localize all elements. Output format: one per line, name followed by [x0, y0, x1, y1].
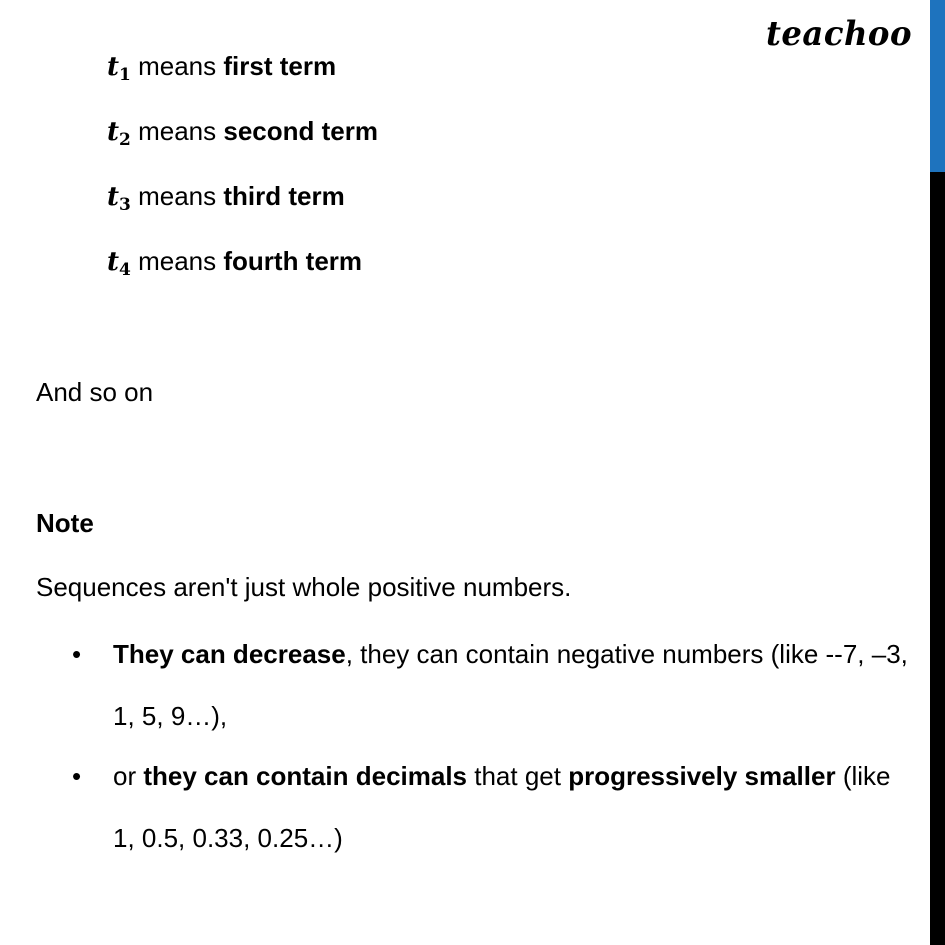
term-line-2 — [107, 115, 378, 148]
term-description: third term — [223, 181, 345, 211]
term-description: fourth term — [223, 246, 363, 276]
bullet-rest: (like 1, 0.5, 0.33, 0.25…) — [113, 761, 891, 853]
term-line-4 — [107, 245, 362, 278]
term-variable: $t_2$ — [107, 117, 131, 150]
term-description: first term — [223, 51, 337, 81]
bullet-bold-2: progressively smaller — [568, 761, 836, 791]
bullet-bold: they can contain decimals — [143, 761, 468, 791]
term-description: second term — [223, 116, 378, 146]
note-heading: Note — [36, 508, 94, 538]
term-variable: $t_4$ — [107, 247, 131, 280]
bullet-bold: They can decrease — [113, 639, 346, 669]
bullet-item-decimals — [113, 745, 913, 869]
scrollbar-thumb[interactable] — [930, 0, 945, 172]
term-means: means — [138, 51, 217, 81]
and-so-on-text: And so on — [36, 377, 154, 407]
term-means: means — [138, 116, 217, 146]
term-variable: $t_3$ — [107, 182, 131, 215]
vertical-scrollbar[interactable] — [930, 0, 945, 945]
bullet-marker: • — [72, 761, 82, 791]
bullet-rest: , they can contain negative numbers (like --7, –3, 1, 5, 9…), — [113, 639, 908, 731]
teachoo-logo: teachoo — [766, 14, 912, 54]
term-line-1 — [107, 50, 336, 83]
note-intro: Sequences aren't just whole positive numbers. — [36, 572, 572, 602]
term-line-3 — [107, 180, 345, 213]
bullet-prefix: or — [113, 761, 144, 791]
term-means: means — [138, 181, 217, 211]
term-variable: $t_1$ — [107, 52, 131, 85]
bullet-marker: • — [72, 639, 82, 669]
term-means: means — [138, 246, 217, 276]
bullet-item-decrease — [113, 623, 913, 747]
bullet-mid: that get — [467, 761, 569, 791]
